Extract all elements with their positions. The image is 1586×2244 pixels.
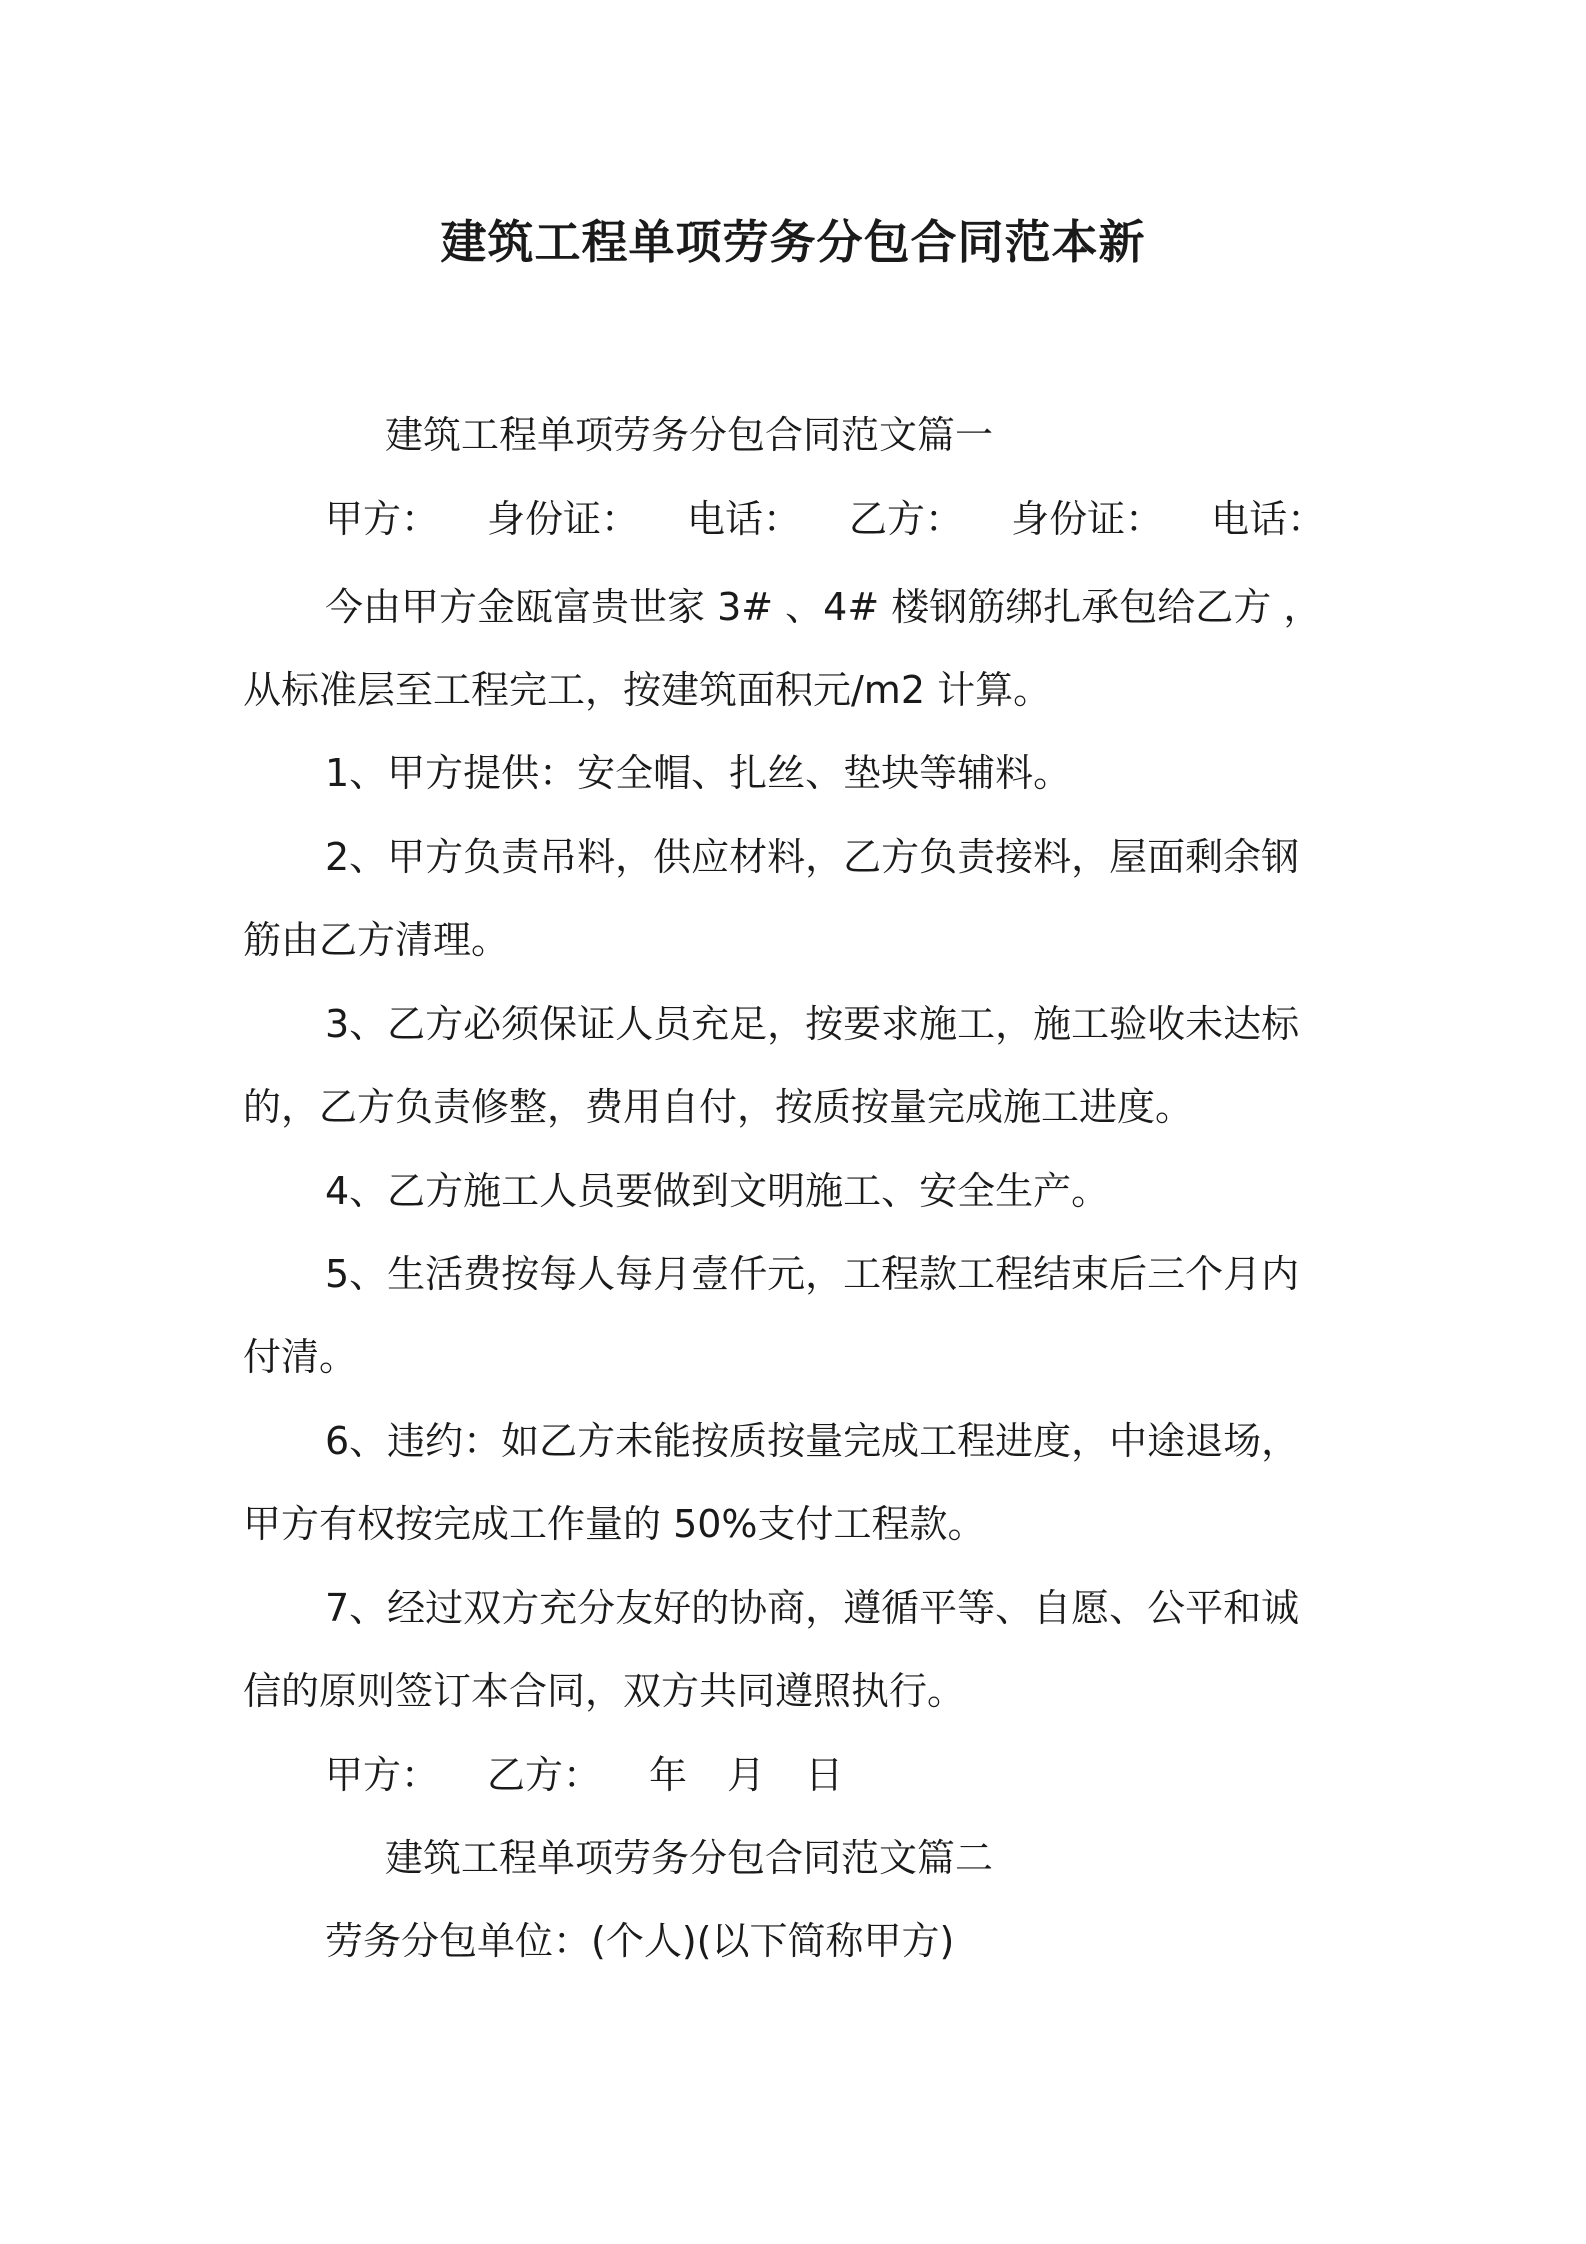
- clause-3-line-1: 3、乙方必须保证人员充足，按要求施工，施工验收未达标: [325, 1002, 1300, 1046]
- clause-6-line-2: 甲方有权按完成工作量的 50%支付工程款。: [243, 1502, 986, 1546]
- clause-6-line-1: 6、违约：如乙方未能按质按量完成工程进度，中途退场，: [325, 1419, 1300, 1463]
- clause-4: 4、乙方施工人员要做到文明施工、安全生产。: [325, 1169, 1110, 1213]
- clause-2-line-2: 筋由乙方清理。: [243, 918, 510, 962]
- party-b-id-label: 身份证：: [1011, 497, 1164, 541]
- clause-2-line-1: 2、甲方负责吊料，供应材料，乙方负责接料，屋面剩余钢: [325, 835, 1300, 879]
- section1-heading: 建筑工程单项劳务分包合同范文篇一: [385, 413, 994, 457]
- intro-line-1: 今由甲方金瓯富贵世家 3# 、4# 楼钢筋绑扎承包给乙方 ，: [325, 585, 1322, 629]
- party-a-id-label: 身份证：: [487, 497, 640, 541]
- signature-line: [325, 1748, 857, 1802]
- party-b-label: 乙方：: [849, 497, 964, 541]
- subcontractor-line: 劳务分包单位：(个人)(以下简称甲方): [325, 1919, 955, 1963]
- intro-line-2: 从标准层至工程完工，按建筑面积元/m2 计算。: [243, 668, 1052, 712]
- party-a-phone-label: 电话：: [687, 497, 802, 541]
- clause-7-line-1: 7、经过双方充分友好的协商，遵循平等、自愿、公平和诚: [325, 1586, 1300, 1630]
- party-a-label: 甲方：: [325, 497, 440, 541]
- clause-7-line-2: 信的原则签订本合同，双方共同遵照执行。: [243, 1669, 966, 1713]
- party-b-phone-label: 电话：: [1211, 497, 1326, 541]
- parties-line: [325, 492, 1325, 546]
- clause-5-line-1: 5、生活费按每人每月壹仟元，工程款工程结束后三个月内: [325, 1252, 1300, 1296]
- signature-party-b: 乙方：: [487, 1753, 602, 1797]
- clause-3-line-2: 的，乙方负责修整，费用自付，按质按量完成施工进度。: [243, 1085, 1194, 1129]
- clause-5-line-2: 付清。: [243, 1335, 358, 1379]
- clause-1: 1、甲方提供：安全帽、扎丝、垫块等辅料。: [325, 751, 1072, 795]
- document-title: 建筑工程单项劳务分包合同范本新: [440, 215, 1146, 269]
- signature-party-a: 甲方：: [325, 1753, 440, 1797]
- section2-heading: 建筑工程单项劳务分包合同范文篇二: [385, 1836, 994, 1880]
- signature-date: 年 月 日: [649, 1753, 858, 1797]
